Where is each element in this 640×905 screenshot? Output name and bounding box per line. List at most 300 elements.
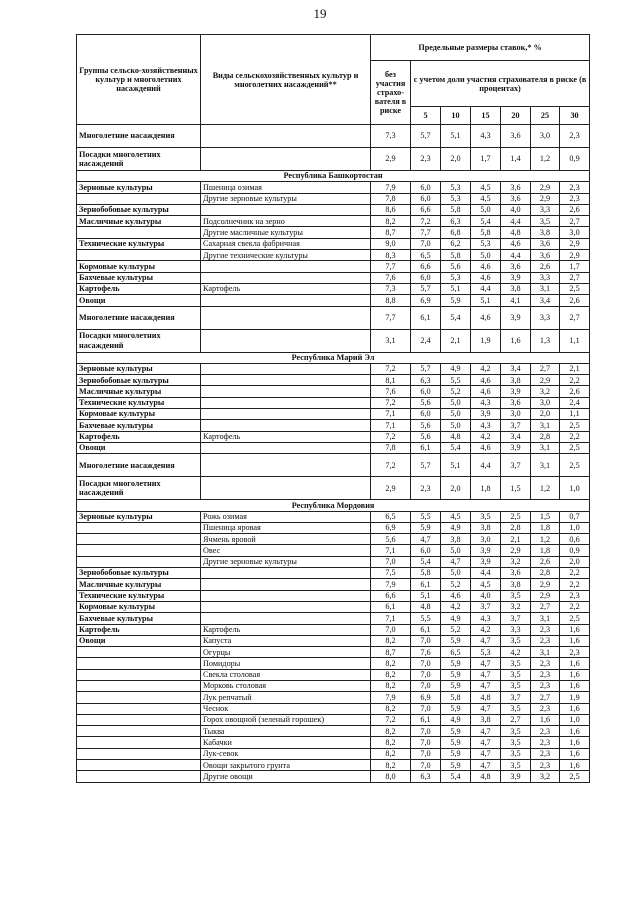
- rate-share-cell: 1,8: [531, 522, 560, 533]
- rate-share-cell: 6,9: [411, 295, 441, 306]
- table-row: [77, 522, 590, 533]
- rate-share-cell: 7,0: [411, 703, 441, 714]
- rate-share-cell: 4,4: [471, 454, 501, 477]
- rate-share-cell: 5,6: [411, 420, 441, 431]
- table-row: [77, 703, 590, 714]
- rate-share-cell: 3,6: [501, 568, 531, 579]
- rate-no-share-cell: 8,2: [371, 726, 411, 737]
- crop-kind-cell: [201, 148, 371, 171]
- rate-share-cell: 5,4: [411, 556, 441, 567]
- rate-share-cell: 5,7: [411, 363, 441, 374]
- rate-share-cell: 3,1: [531, 647, 560, 658]
- rate-share-cell: 2,8: [531, 568, 560, 579]
- rate-share-cell: 2,6: [560, 386, 590, 397]
- table-row: [77, 748, 590, 759]
- rate-share-cell: 5,5: [411, 511, 441, 522]
- rate-no-share-cell: 9,0: [371, 238, 411, 249]
- rate-share-cell: 2,3: [531, 624, 560, 635]
- rate-share-cell: 3,2: [501, 556, 531, 567]
- rate-share-cell: 2,6: [531, 556, 560, 567]
- crop-kind-cell: [201, 601, 371, 612]
- rate-share-cell: 4,2: [471, 431, 501, 442]
- rate-share-cell: 5,5: [411, 613, 441, 624]
- crop-kind-cell: Пшеница озимая: [201, 182, 371, 193]
- crop-group-cell: Многолетние насаждения: [77, 306, 201, 329]
- crop-kind-cell: Лук репчатый: [201, 692, 371, 703]
- rate-share-cell: 1,6: [560, 760, 590, 771]
- rate-share-cell: 7,7: [411, 227, 441, 238]
- crop-group-cell: Технические культуры: [77, 397, 201, 408]
- rate-share-cell: 7,2: [411, 216, 441, 227]
- rate-share-cell: 2,0: [531, 409, 560, 420]
- rate-share-cell: 3,6: [531, 250, 560, 261]
- rates-table-container: [76, 34, 589, 783]
- rate-share-cell: 3,1: [531, 283, 560, 294]
- table-row: [77, 714, 590, 725]
- rate-no-share-cell: 7,0: [371, 556, 411, 567]
- region-name: Республика Мордовия: [77, 500, 590, 511]
- crop-kind-cell: [201, 579, 371, 590]
- crop-kind-cell: [201, 375, 371, 386]
- rate-share-cell: 5,4: [441, 442, 471, 453]
- rate-share-cell: 3,0: [560, 227, 590, 238]
- rate-share-cell: 3,8: [501, 375, 531, 386]
- table-row: [77, 125, 590, 148]
- table-row: [77, 397, 590, 408]
- rate-share-cell: 4,9: [441, 613, 471, 624]
- rate-share-cell: 5,5: [441, 375, 471, 386]
- rate-share-cell: 3,4: [531, 295, 560, 306]
- rate-share-cell: 2,7: [531, 692, 560, 703]
- crop-kind-cell: [201, 295, 371, 306]
- rate-share-cell: 0,9: [560, 148, 590, 171]
- rate-share-cell: 2,0: [560, 556, 590, 567]
- rate-share-cell: 5,4: [471, 216, 501, 227]
- crop-group-cell: [77, 748, 201, 759]
- table-row: [77, 227, 590, 238]
- rate-share-cell: 3,9: [501, 442, 531, 453]
- rate-share-cell: 5,0: [441, 545, 471, 556]
- rate-share-cell: 5,0: [471, 204, 501, 215]
- crop-kind-cell: [201, 590, 371, 601]
- table-row: [77, 737, 590, 748]
- rate-share-cell: 4,2: [471, 363, 501, 374]
- rate-no-share-cell: 7,3: [371, 283, 411, 294]
- rate-share-cell: 3,6: [501, 182, 531, 193]
- table-row: [77, 601, 590, 612]
- rate-share-cell: 5,2: [441, 624, 471, 635]
- crop-kind-cell: [201, 306, 371, 329]
- rate-share-cell: 1,6: [560, 703, 590, 714]
- crop-kind-cell: Пшеница яровая: [201, 522, 371, 533]
- rate-share-cell: 5,9: [441, 748, 471, 759]
- rate-no-share-cell: 7,6: [371, 272, 411, 283]
- rate-share-cell: 3,9: [501, 272, 531, 283]
- rate-share-cell: 6,8: [441, 227, 471, 238]
- crop-group-cell: Зерновые культуры: [77, 363, 201, 374]
- table-row: [77, 375, 590, 386]
- table-row: [77, 624, 590, 635]
- crop-kind-cell: Другие технические культуры: [201, 250, 371, 261]
- rate-share-cell: 6,0: [411, 386, 441, 397]
- rate-no-share-cell: 8,2: [371, 703, 411, 714]
- crop-group-cell: Бахчевые культуры: [77, 613, 201, 624]
- rate-share-cell: 4,0: [501, 204, 531, 215]
- rate-share-cell: 3,3: [531, 204, 560, 215]
- rate-share-cell: 4,3: [471, 397, 501, 408]
- rate-share-cell: 2,2: [560, 431, 590, 442]
- rate-share-cell: 3,1: [531, 442, 560, 453]
- rate-share-cell: 3,2: [531, 386, 560, 397]
- rate-share-cell: 3,9: [501, 306, 531, 329]
- rate-share-cell: 1,0: [560, 477, 590, 500]
- rate-share-cell: 6,1: [411, 714, 441, 725]
- header-crop-kind: Виды сельскохозяйственных культур и многолетних насаждений**: [201, 35, 371, 125]
- rate-no-share-cell: 2,9: [371, 148, 411, 171]
- rate-share-cell: 7,6: [411, 647, 441, 658]
- header-share-15: 15: [471, 107, 501, 125]
- rate-share-cell: 2,4: [411, 329, 441, 352]
- rate-share-cell: 7,0: [411, 238, 441, 249]
- rate-share-cell: 6,2: [441, 238, 471, 249]
- header-rates: Предельные размеры ставок,* %: [371, 35, 590, 61]
- rate-no-share-cell: 8,2: [371, 748, 411, 759]
- crop-kind-cell: Рожь озимая: [201, 511, 371, 522]
- crop-kind-cell: Подсолнечник на зерно: [201, 216, 371, 227]
- rate-share-cell: 4,6: [471, 442, 501, 453]
- crop-kind-cell: Морковь столовая: [201, 680, 371, 691]
- table-row: [77, 295, 590, 306]
- rate-share-cell: 1,1: [560, 329, 590, 352]
- crop-kind-cell: [201, 442, 371, 453]
- crop-group-cell: Кормовые культуры: [77, 409, 201, 420]
- table-row: [77, 363, 590, 374]
- crop-kind-cell: [201, 409, 371, 420]
- rate-share-cell: 3,5: [501, 760, 531, 771]
- crop-group-cell: Посадки многолетних насаждений: [77, 477, 201, 500]
- rate-share-cell: 7,0: [411, 680, 441, 691]
- crop-group-cell: [77, 726, 201, 737]
- rate-share-cell: 4,7: [471, 680, 501, 691]
- crop-kind-cell: Овес: [201, 545, 371, 556]
- table-row: [77, 579, 590, 590]
- rate-share-cell: 3,8: [471, 714, 501, 725]
- crop-kind-cell: [201, 613, 371, 624]
- rate-no-share-cell: 6,9: [371, 522, 411, 533]
- crop-group-cell: Технические культуры: [77, 590, 201, 601]
- rate-share-cell: 2,0: [441, 148, 471, 171]
- rate-no-share-cell: 8,6: [371, 204, 411, 215]
- rate-share-cell: 5,9: [441, 726, 471, 737]
- crop-kind-cell: [201, 386, 371, 397]
- rate-share-cell: 6,6: [411, 204, 441, 215]
- rate-share-cell: 3,7: [501, 420, 531, 431]
- rate-no-share-cell: 8,2: [371, 658, 411, 669]
- insurance-rates-table: [76, 34, 590, 783]
- rate-share-cell: 2,3: [531, 737, 560, 748]
- rate-share-cell: 3,5: [501, 726, 531, 737]
- rate-share-cell: 1,4: [501, 148, 531, 171]
- crop-group-cell: Масличные культуры: [77, 386, 201, 397]
- rate-share-cell: 5,0: [441, 568, 471, 579]
- rate-share-cell: 3,8: [441, 534, 471, 545]
- rate-share-cell: 6,3: [411, 375, 441, 386]
- rate-no-share-cell: 8,7: [371, 227, 411, 238]
- crop-group-cell: [77, 193, 201, 204]
- rate-share-cell: 5,8: [411, 568, 441, 579]
- crop-kind-cell: [201, 204, 371, 215]
- crop-kind-cell: Сахарная свекла фабричная: [201, 238, 371, 249]
- rate-share-cell: 4,7: [471, 748, 501, 759]
- table-row: [77, 386, 590, 397]
- rate-no-share-cell: 7,6: [371, 386, 411, 397]
- table-row: [77, 680, 590, 691]
- rate-share-cell: 5,9: [441, 295, 471, 306]
- rate-no-share-cell: 7,1: [371, 613, 411, 624]
- rate-share-cell: 5,1: [411, 590, 441, 601]
- header-share-20: 20: [501, 107, 531, 125]
- rate-no-share-cell: 6,5: [371, 511, 411, 522]
- table-row: [77, 148, 590, 171]
- rate-share-cell: 3,5: [501, 748, 531, 759]
- table-row: [77, 204, 590, 215]
- rate-share-cell: 6,5: [411, 250, 441, 261]
- rate-no-share-cell: 5,6: [371, 534, 411, 545]
- rate-share-cell: 2,5: [560, 454, 590, 477]
- rate-share-cell: 2,3: [531, 760, 560, 771]
- crop-group-cell: Картофель: [77, 431, 201, 442]
- rate-share-cell: 7,0: [411, 737, 441, 748]
- rate-share-cell: 6,3: [411, 771, 441, 782]
- crop-group-cell: Посадки многолетних насаждений: [77, 329, 201, 352]
- crop-kind-cell: [201, 477, 371, 500]
- rate-no-share-cell: 7,2: [371, 397, 411, 408]
- rate-share-cell: 5,1: [441, 454, 471, 477]
- rate-share-cell: 4,5: [471, 579, 501, 590]
- crop-group-cell: Бахчевые культуры: [77, 272, 201, 283]
- rate-share-cell: 4,6: [471, 306, 501, 329]
- crop-group-cell: Многолетние насаждения: [77, 454, 201, 477]
- crop-group-cell: Картофель: [77, 624, 201, 635]
- rate-share-cell: 3,5: [501, 669, 531, 680]
- rate-share-cell: 2,7: [560, 272, 590, 283]
- rate-share-cell: 5,9: [411, 522, 441, 533]
- rate-share-cell: 2,9: [531, 375, 560, 386]
- header-crop-group: Группы сельско-хозяйственных культур и многолетних насаждений: [77, 35, 201, 125]
- table-row: [77, 454, 590, 477]
- crop-kind-cell: Капуста: [201, 635, 371, 646]
- crop-kind-cell: Овощи закрытого грунта: [201, 760, 371, 771]
- rate-share-cell: 1,6: [560, 737, 590, 748]
- rate-share-cell: 1,2: [531, 148, 560, 171]
- table-row: [77, 692, 590, 703]
- rate-share-cell: 5,3: [471, 647, 501, 658]
- rate-share-cell: 4,9: [441, 714, 471, 725]
- rate-share-cell: 4,7: [471, 703, 501, 714]
- rate-share-cell: 1,5: [501, 477, 531, 500]
- rate-share-cell: 3,7: [501, 454, 531, 477]
- rate-share-cell: 2,2: [560, 579, 590, 590]
- rate-share-cell: 1,6: [531, 714, 560, 725]
- rate-share-cell: 0,6: [560, 534, 590, 545]
- rate-no-share-cell: 7,2: [371, 714, 411, 725]
- rate-no-share-cell: 7,2: [371, 454, 411, 477]
- rate-share-cell: 3,9: [501, 771, 531, 782]
- rate-share-cell: 3,0: [471, 534, 501, 545]
- rate-share-cell: 3,6: [501, 397, 531, 408]
- rate-share-cell: 1,6: [501, 329, 531, 352]
- rate-no-share-cell: 7,5: [371, 568, 411, 579]
- table-row: [77, 431, 590, 442]
- rate-share-cell: 6,3: [441, 216, 471, 227]
- crop-group-cell: Технические культуры: [77, 238, 201, 249]
- rate-share-cell: 6,6: [411, 261, 441, 272]
- rate-share-cell: 6,0: [411, 182, 441, 193]
- crop-group-cell: [77, 250, 201, 261]
- rate-share-cell: 2,9: [531, 579, 560, 590]
- table-row: [77, 760, 590, 771]
- rate-share-cell: 2,2: [560, 601, 590, 612]
- rate-share-cell: 4,6: [471, 375, 501, 386]
- rate-share-cell: 2,5: [560, 613, 590, 624]
- table-row: [77, 250, 590, 261]
- rate-share-cell: 5,3: [441, 272, 471, 283]
- rate-share-cell: 3,9: [471, 409, 501, 420]
- rate-share-cell: 7,0: [411, 726, 441, 737]
- rate-share-cell: 4,3: [471, 613, 501, 624]
- rate-share-cell: 1,7: [471, 148, 501, 171]
- crop-group-cell: Кормовые культуры: [77, 601, 201, 612]
- rate-no-share-cell: 7,3: [371, 125, 411, 148]
- crop-group-cell: Зерновые культуры: [77, 511, 201, 522]
- crop-kind-cell: Тыква: [201, 726, 371, 737]
- rate-no-share-cell: 6,1: [371, 601, 411, 612]
- crop-group-cell: [77, 658, 201, 669]
- rate-share-cell: 3,7: [471, 601, 501, 612]
- rate-share-cell: 3,1: [531, 454, 560, 477]
- rate-share-cell: 1,6: [560, 726, 590, 737]
- rate-share-cell: 2,6: [560, 204, 590, 215]
- rate-share-cell: 2,7: [501, 714, 531, 725]
- table-row: [77, 238, 590, 249]
- rate-share-cell: 2,3: [531, 680, 560, 691]
- rate-share-cell: 0,9: [560, 545, 590, 556]
- rate-share-cell: 5,9: [441, 669, 471, 680]
- rate-share-cell: 3,5: [501, 680, 531, 691]
- rate-share-cell: 3,8: [471, 522, 501, 533]
- rate-share-cell: 1,9: [560, 692, 590, 703]
- rate-share-cell: 2,3: [531, 748, 560, 759]
- page-number: 19: [313, 6, 327, 21]
- crop-group-cell: [77, 545, 201, 556]
- crop-group-cell: Масличные культуры: [77, 579, 201, 590]
- rate-share-cell: 2,3: [560, 647, 590, 658]
- crop-kind-cell: Горох овощной (зеленый горошек): [201, 714, 371, 725]
- rate-share-cell: 4,6: [471, 261, 501, 272]
- rate-share-cell: 3,3: [531, 306, 560, 329]
- rate-share-cell: 4,9: [441, 522, 471, 533]
- rate-no-share-cell: 7,1: [371, 545, 411, 556]
- rate-no-share-cell: 8,2: [371, 635, 411, 646]
- rate-no-share-cell: 8,7: [371, 647, 411, 658]
- crop-kind-cell: [201, 420, 371, 431]
- rate-share-cell: 4,5: [471, 182, 501, 193]
- table-row: [77, 771, 590, 782]
- rate-share-cell: 7,0: [411, 669, 441, 680]
- table-row: [77, 635, 590, 646]
- rate-share-cell: 5,9: [441, 658, 471, 669]
- rate-share-cell: 1,6: [560, 748, 590, 759]
- rate-no-share-cell: 7,7: [371, 261, 411, 272]
- rate-no-share-cell: 8,2: [371, 760, 411, 771]
- rate-share-cell: 4,6: [501, 238, 531, 249]
- table-row: [77, 658, 590, 669]
- crop-kind-cell: Помидоры: [201, 658, 371, 669]
- rate-share-cell: 5,1: [471, 295, 501, 306]
- rate-no-share-cell: 8,8: [371, 295, 411, 306]
- rate-share-cell: 2,0: [441, 477, 471, 500]
- rate-share-cell: 5,0: [471, 250, 501, 261]
- rate-no-share-cell: 8,2: [371, 680, 411, 691]
- rate-share-cell: 3,4: [501, 431, 531, 442]
- rate-no-share-cell: 8,2: [371, 737, 411, 748]
- rate-no-share-cell: 7,9: [371, 692, 411, 703]
- rate-share-cell: 3,6: [501, 125, 531, 148]
- rate-share-cell: 3,9: [501, 386, 531, 397]
- crop-kind-cell: Другие масличные культуры: [201, 227, 371, 238]
- rate-share-cell: 1,9: [471, 329, 501, 352]
- rate-share-cell: 7,0: [411, 748, 441, 759]
- rate-share-cell: 2,5: [560, 420, 590, 431]
- rate-share-cell: 4,6: [471, 386, 501, 397]
- rate-share-cell: 6,1: [411, 306, 441, 329]
- rate-share-cell: 3,5: [501, 658, 531, 669]
- rate-share-cell: 5,0: [441, 420, 471, 431]
- rate-no-share-cell: 7,1: [371, 409, 411, 420]
- rate-share-cell: 4,1: [501, 295, 531, 306]
- region-row: [77, 171, 590, 182]
- crop-kind-cell: Другие зерновые культуры: [201, 193, 371, 204]
- rate-share-cell: 1,0: [560, 714, 590, 725]
- rate-share-cell: 4,6: [441, 590, 471, 601]
- rate-share-cell: 6,1: [411, 579, 441, 590]
- rate-share-cell: 3,3: [501, 624, 531, 635]
- rate-share-cell: 6,9: [411, 692, 441, 703]
- rate-share-cell: 2,7: [531, 363, 560, 374]
- rate-share-cell: 6,1: [411, 442, 441, 453]
- rate-share-cell: 2,3: [411, 477, 441, 500]
- rate-no-share-cell: 2,9: [371, 477, 411, 500]
- rate-share-cell: 1,1: [560, 409, 590, 420]
- rate-share-cell: 2,3: [531, 658, 560, 669]
- crop-group-cell: [77, 760, 201, 771]
- rate-no-share-cell: 8,3: [371, 250, 411, 261]
- rate-share-cell: 6,0: [411, 545, 441, 556]
- rate-share-cell: 1,6: [560, 624, 590, 635]
- rate-share-cell: 5,2: [441, 579, 471, 590]
- rate-share-cell: 2,6: [560, 295, 590, 306]
- crop-group-cell: [77, 522, 201, 533]
- table-row: [77, 477, 590, 500]
- rate-share-cell: 2,3: [531, 703, 560, 714]
- rate-share-cell: 4,5: [441, 511, 471, 522]
- rate-share-cell: 4,8: [471, 692, 501, 703]
- header-share-10: 10: [441, 107, 471, 125]
- rate-no-share-cell: 7,8: [371, 193, 411, 204]
- crop-kind-cell: Кабачки: [201, 737, 371, 748]
- crop-kind-cell: Ячмень яровой: [201, 534, 371, 545]
- rate-share-cell: 4,2: [501, 647, 531, 658]
